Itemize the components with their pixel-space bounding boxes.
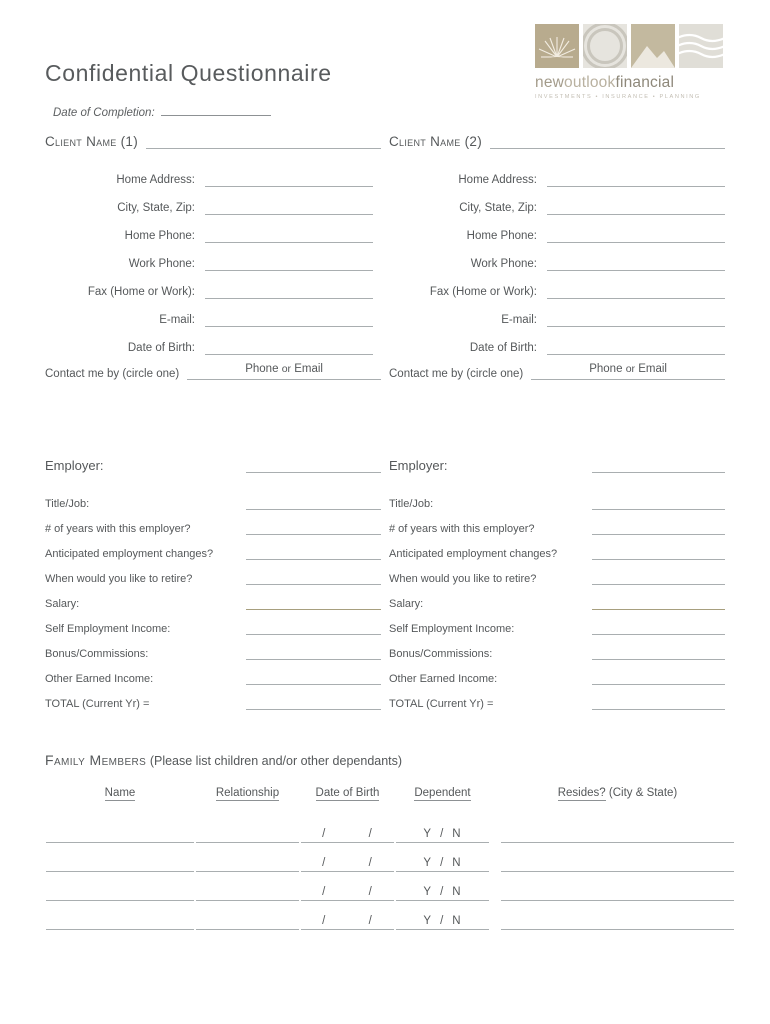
employer-1-heading-row	[45, 458, 381, 473]
employer-2-other-income-input[interactable]	[592, 669, 725, 685]
client-1-email-input[interactable]	[205, 310, 373, 327]
employer-2-other-income-label: Other Earned Income:	[389, 673, 498, 685]
employer-2-retire-row	[389, 560, 725, 585]
family-row-4-resides[interactable]	[500, 902, 735, 931]
employer-2-title-input[interactable]	[592, 494, 725, 510]
family-row-4-dependent[interactable]	[395, 902, 490, 931]
family-row-4-relationship[interactable]	[195, 902, 300, 931]
table-row	[45, 873, 735, 902]
employer-1-input[interactable]	[246, 458, 381, 473]
family-row-3-relationship[interactable]	[195, 873, 300, 902]
client-1-work-phone-input[interactable]	[205, 254, 373, 271]
client-2-dob-row	[389, 327, 725, 355]
family-row-3-dependent-no[interactable]: N	[452, 886, 462, 898]
client-1-name-input[interactable]	[146, 134, 381, 149]
client-1-home-phone-label: Home Phone:	[124, 230, 195, 242]
client-1-home-address-row	[45, 159, 381, 187]
client-1-contact-preference-row	[45, 363, 381, 380]
employer-1-other-income-label: Other Earned Income:	[45, 673, 154, 685]
employment-section	[0, 458, 770, 710]
client-1-contact-option-phone[interactable]: Phone	[245, 363, 279, 375]
client-2-fax-label: Fax (Home or Work):	[429, 286, 537, 298]
employer-2-total-input[interactable]	[592, 694, 725, 710]
client-1-work-phone-label: Work Phone:	[128, 258, 195, 270]
client-2-work-phone-input[interactable]	[547, 254, 725, 271]
employer-2-changes-row	[389, 535, 725, 560]
family-members-table	[45, 786, 735, 931]
family-members-section	[0, 752, 770, 931]
employer-1-self-employment-row	[45, 610, 381, 635]
client-1-city-state-zip-input[interactable]	[205, 198, 373, 215]
client-2-work-phone-row	[389, 243, 725, 271]
client-1-contact-option-email[interactable]: Email	[294, 363, 323, 375]
employer-2-salary-row	[389, 585, 725, 610]
family-members-note: (Please list children and/or other dependants)	[149, 754, 403, 768]
client-1-home-address-label: Home Address:	[116, 174, 195, 186]
employer-1-title-label: Title/Job:	[45, 498, 90, 510]
client-1-home-phone-input[interactable]	[205, 226, 373, 243]
client-1-contact-preference-options[interactable]	[187, 363, 381, 380]
date-of-completion-input[interactable]	[161, 105, 271, 116]
family-row-2-dependent-yes[interactable]: Y	[423, 857, 433, 869]
family-col-name: Name	[104, 787, 136, 799]
client-1-dob-input[interactable]	[205, 338, 373, 355]
employer-2-heading: Employer:	[389, 458, 448, 473]
employer-2-retire-label: When would you like to retire?	[389, 573, 537, 585]
employer-2-bonus-label: Bonus/Commissions:	[389, 648, 493, 660]
client-2-contact-option-phone[interactable]: Phone	[589, 363, 623, 375]
employer-1-total-label: TOTAL (Current Yr) =	[45, 698, 150, 710]
family-row-3-dependent-yes[interactable]: Y	[423, 886, 433, 898]
employer-2-title-row	[389, 485, 725, 510]
family-row-1-name[interactable]	[45, 815, 195, 844]
employer-1-salary-label: Salary:	[45, 598, 80, 610]
family-row-3-spacer	[490, 873, 500, 902]
client-2-home-phone-input[interactable]	[547, 226, 725, 243]
employer-1-bonus-input[interactable]	[246, 644, 381, 660]
client-1-fax-row	[45, 271, 381, 299]
employer-1-bonus-row	[45, 635, 381, 660]
employer-2-years-row	[389, 510, 725, 535]
family-resides-note: (City & State)	[608, 787, 678, 799]
family-row-2-dependent[interactable]	[395, 844, 490, 873]
client-1-email-label: E-mail:	[159, 314, 195, 326]
employer-1-other-income-input[interactable]	[246, 669, 381, 685]
client-2-heading: Client Name (2)	[389, 134, 483, 149]
client-1-fax-label: Fax (Home or Work):	[87, 286, 195, 298]
family-row-3-name[interactable]	[45, 873, 195, 902]
logo-tagline: INVESTMENTS • INSURANCE • PLANNING	[535, 94, 701, 100]
client-2-fax-input[interactable]	[547, 282, 725, 299]
family-row-1-resides[interactable]	[500, 815, 735, 844]
client-2-contact-preference-label: Contact me by (circle one)	[389, 368, 524, 380]
employer-2-self-employment-label: Self Employment Income:	[389, 623, 515, 635]
client-1-home-address-input[interactable]	[205, 170, 373, 187]
logo-word-new: new	[535, 74, 565, 91]
employer-1-retire-label: When would you like to retire?	[45, 573, 193, 585]
family-row-1-dependent[interactable]	[395, 815, 490, 844]
family-row-4-dependent-no[interactable]: N	[452, 915, 462, 927]
client-1-city-state-zip-row	[45, 187, 381, 215]
client-1-contact-preference-label: Contact me by (circle one)	[45, 368, 180, 380]
employment-column-1	[45, 458, 381, 710]
employer-1-salary-row	[45, 585, 381, 610]
company-logo	[535, 24, 725, 100]
family-row-1-dob-sep-2: /	[368, 828, 373, 840]
client-2-email-row	[389, 299, 725, 327]
family-members-label: Family Members	[45, 752, 147, 768]
mountain-icon	[631, 24, 675, 68]
client-2-fax-row	[389, 271, 725, 299]
family-row-4-dependent-yes[interactable]: Y	[423, 915, 433, 927]
client-2-name-input[interactable]	[490, 134, 725, 149]
client-2-contact-preference-options[interactable]	[531, 363, 725, 380]
family-col-relationship: Relationship	[215, 787, 280, 799]
waves-icon-svg	[679, 32, 723, 62]
client-2-work-phone-label: Work Phone:	[470, 258, 537, 270]
family-row-3-dob-sep-2: /	[368, 886, 373, 898]
employer-1-years-input[interactable]	[246, 519, 381, 535]
family-row-1-dependent-yes[interactable]: Y	[423, 828, 433, 840]
family-row-2-name[interactable]	[45, 844, 195, 873]
employer-2-retire-input[interactable]	[592, 569, 725, 585]
client-2-home-phone-label: Home Phone:	[466, 230, 537, 242]
employer-2-title-label: Title/Job:	[389, 498, 434, 510]
employer-2-changes-input[interactable]	[592, 544, 725, 560]
employer-1-changes-label: Anticipated employment changes?	[45, 548, 214, 560]
family-row-4-dob-sep-2: /	[368, 915, 373, 927]
family-row-3-dob[interactable]	[300, 873, 395, 902]
employer-2-self-employment-row	[389, 610, 725, 635]
logo-tiles	[535, 24, 725, 68]
employer-2-years-label: # of years with this employer?	[389, 523, 535, 535]
employer-1-salary-input[interactable]	[246, 594, 381, 610]
employer-1-bonus-label: Bonus/Commissions:	[45, 648, 149, 660]
family-col-resides: Resides? (City & State)	[557, 787, 678, 799]
family-table-header-row	[45, 786, 735, 815]
family-row-2-dob-sep-1: /	[322, 857, 327, 869]
employer-1-self-employment-label: Self Employment Income:	[45, 623, 171, 635]
family-table-body	[45, 815, 735, 931]
employer-1-changes-row	[45, 535, 381, 560]
family-row-1-dob[interactable]	[300, 815, 395, 844]
employer-1-years-row	[45, 510, 381, 535]
employer-1-title-row	[45, 485, 381, 510]
client-2-home-address-row	[389, 159, 725, 187]
client-2-home-address-input[interactable]	[547, 170, 725, 187]
client-2-email-label: E-mail:	[501, 314, 537, 326]
table-row	[45, 902, 735, 931]
client-2-home-address-label: Home Address:	[458, 174, 537, 186]
client-2-home-phone-row	[389, 215, 725, 243]
page-title: Confidential Questionnaire	[45, 60, 332, 86]
client-1-heading-row	[45, 134, 381, 149]
spiral-icon	[583, 24, 627, 68]
family-col-dependent: Dependent	[414, 787, 471, 799]
client-1-work-phone-row	[45, 243, 381, 271]
family-row-2-dob[interactable]	[300, 844, 395, 873]
sunburst-icon-svg	[537, 31, 577, 68]
logo-word-financial: financial	[615, 74, 675, 91]
client-1-contact-or: or	[281, 363, 292, 375]
employer-2-other-income-row	[389, 660, 725, 685]
family-row-4-dob[interactable]	[300, 902, 395, 931]
client-1-dob-row	[45, 327, 381, 355]
family-row-3-dependent-slash: /	[440, 886, 445, 898]
family-col-spacer	[490, 786, 500, 815]
client-column-2	[389, 134, 725, 380]
family-row-2-resides[interactable]	[500, 844, 735, 873]
date-of-completion-row	[53, 105, 271, 119]
family-row-1-dependent-no[interactable]: N	[452, 828, 462, 840]
table-row	[45, 844, 735, 873]
employer-1-title-input[interactable]	[246, 494, 381, 510]
employer-2-input[interactable]	[592, 458, 725, 473]
employer-2-heading-row	[389, 458, 725, 473]
table-row	[45, 815, 735, 844]
employer-2-self-employment-input[interactable]	[592, 619, 725, 635]
family-row-2-spacer	[490, 844, 500, 873]
client-2-contact-preference-row	[389, 363, 725, 380]
mountain-icon-svg	[631, 42, 675, 68]
client-1-city-state-zip-label: City, State, Zip:	[117, 202, 195, 214]
employer-2-bonus-row	[389, 635, 725, 660]
family-members-title	[45, 752, 725, 768]
employer-1-changes-input[interactable]	[246, 544, 381, 560]
client-2-contact-or: or	[625, 363, 636, 375]
family-row-1-relationship[interactable]	[195, 815, 300, 844]
family-row-1-spacer	[490, 815, 500, 844]
family-row-1-dob-sep-1: /	[322, 828, 327, 840]
client-2-city-state-zip-label: City, State, Zip:	[459, 202, 537, 214]
employer-2-changes-label: Anticipated employment changes?	[389, 548, 558, 560]
employer-1-total-input[interactable]	[246, 694, 381, 710]
family-row-3-resides[interactable]	[500, 873, 735, 902]
employer-2-total-label: TOTAL (Current Yr) =	[389, 698, 494, 710]
employer-1-other-income-row	[45, 660, 381, 685]
client-1-heading: Client Name (1)	[45, 134, 139, 149]
date-of-completion-label: Date of Completion:	[53, 107, 155, 119]
family-row-2-dependent-slash: /	[440, 857, 445, 869]
sunburst-icon	[535, 24, 579, 68]
client-2-dob-label: Date of Birth:	[469, 342, 537, 354]
employer-1-retire-row	[45, 560, 381, 585]
client-2-city-state-zip-row	[389, 187, 725, 215]
family-col-date-of-birth: Date of Birth	[315, 787, 380, 799]
family-row-1-dependent-slash: /	[440, 828, 445, 840]
employer-2-years-input[interactable]	[592, 519, 725, 535]
employer-2-total-row	[389, 685, 725, 710]
client-2-city-state-zip-input[interactable]	[547, 198, 725, 215]
client-2-heading-row	[389, 134, 725, 149]
client-1-email-row	[45, 299, 381, 327]
employer-2-salary-input[interactable]	[592, 594, 725, 610]
family-row-2-dependent-no[interactable]: N	[452, 857, 462, 869]
client-2-email-input[interactable]	[547, 310, 725, 327]
family-row-2-relationship[interactable]	[195, 844, 300, 873]
family-row-4-dob-sep-1: /	[322, 915, 327, 927]
employment-column-2	[389, 458, 725, 710]
family-row-4-dependent-slash: /	[440, 915, 445, 927]
client-2-dob-input[interactable]	[547, 338, 725, 355]
family-row-3-dob-sep-1: /	[322, 886, 327, 898]
client-1-dob-label: Date of Birth:	[127, 342, 195, 354]
employer-2-salary-label: Salary:	[389, 598, 424, 610]
client-2-contact-option-email[interactable]: Email	[638, 363, 667, 375]
page-header	[0, 0, 770, 120]
family-row-2-dob-sep-2: /	[368, 857, 373, 869]
client-1-fax-input[interactable]	[205, 282, 373, 299]
employer-2-bonus-input[interactable]	[592, 644, 725, 660]
family-row-3-dependent[interactable]	[395, 873, 490, 902]
waves-icon	[679, 24, 723, 68]
client-column-1	[45, 134, 381, 380]
employer-1-total-row	[45, 685, 381, 710]
employer-1-years-label: # of years with this employer?	[45, 523, 191, 535]
client-section	[0, 134, 770, 380]
family-row-4-name[interactable]	[45, 902, 195, 931]
logo-word-outlook: outlook	[564, 74, 616, 91]
logo-wordmark	[535, 74, 725, 92]
employer-1-retire-input[interactable]	[246, 569, 381, 585]
family-row-4-spacer	[490, 902, 500, 931]
employer-1-heading: Employer:	[45, 458, 104, 473]
employer-1-self-employment-input[interactable]	[246, 619, 381, 635]
client-1-home-phone-row	[45, 215, 381, 243]
